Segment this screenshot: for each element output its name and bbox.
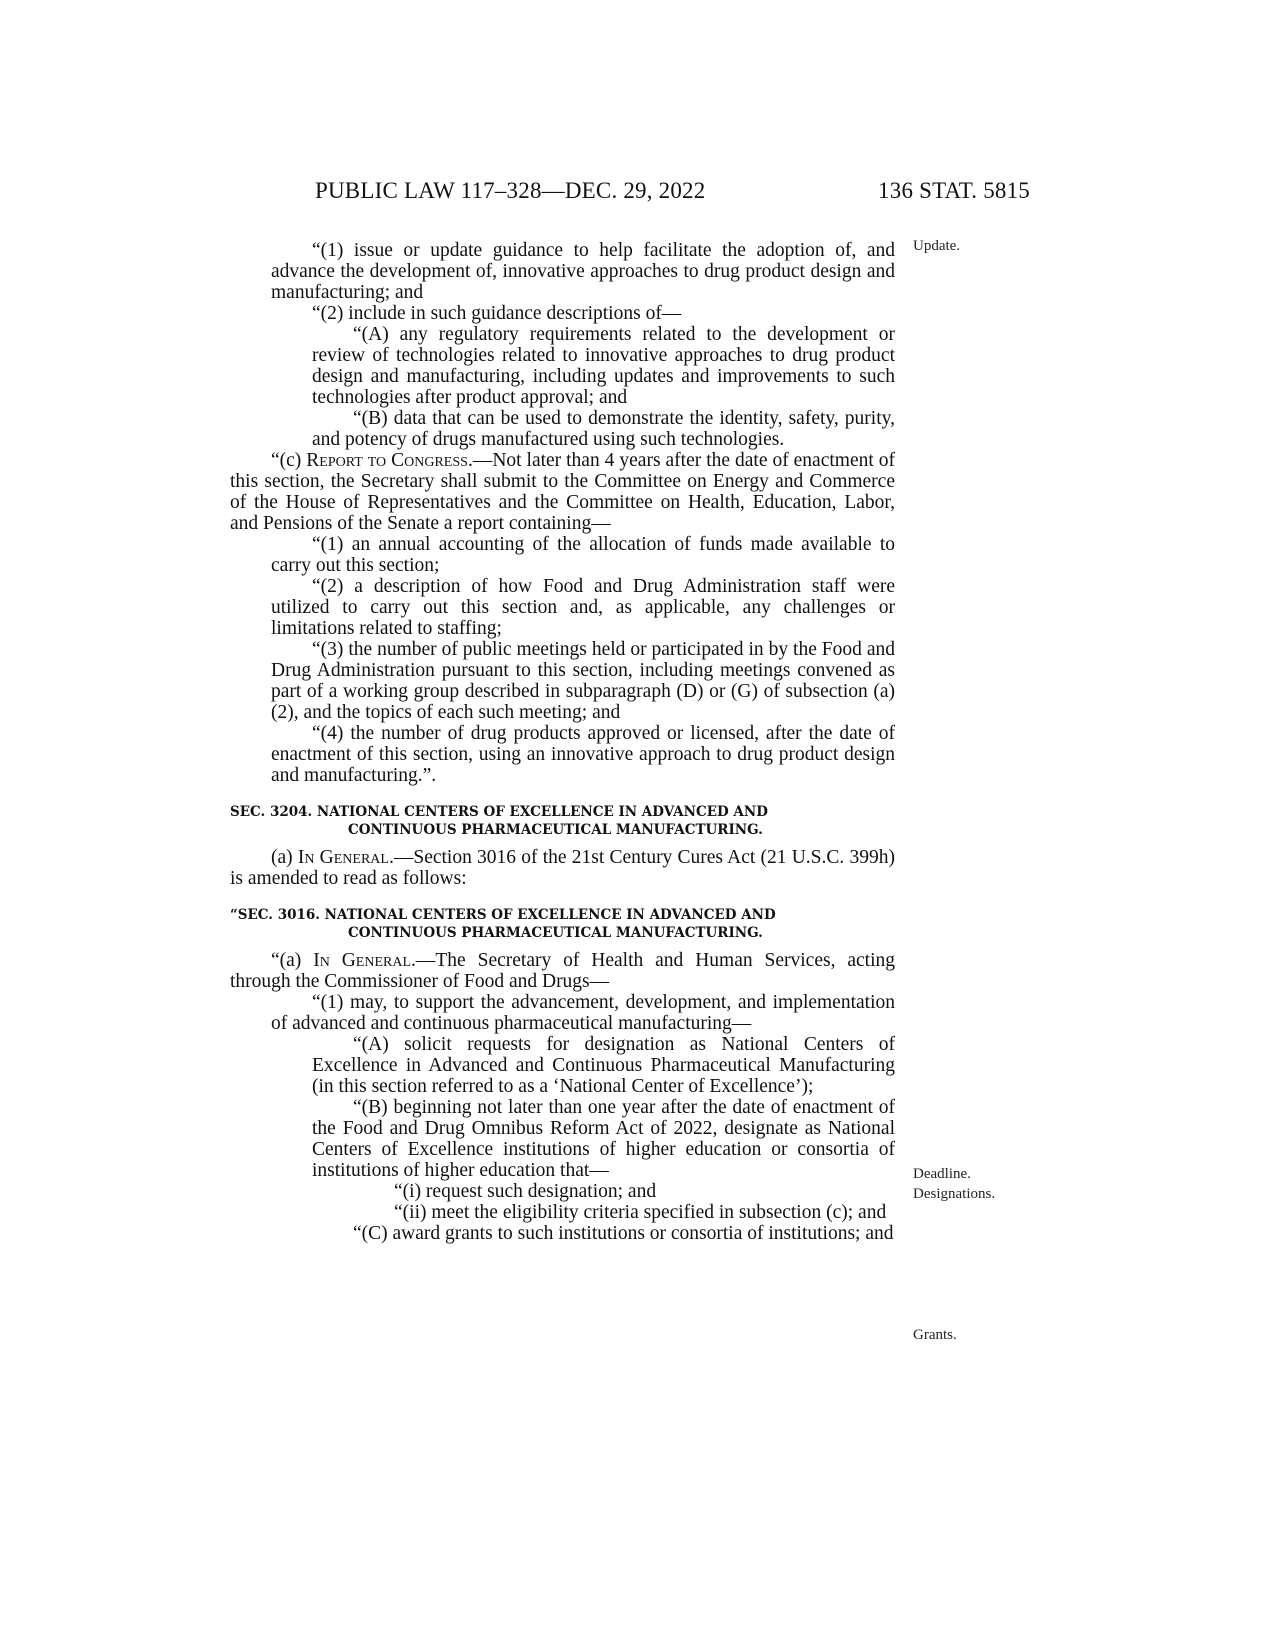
paragraph-c-lead: “(c) (271, 450, 307, 471)
margin-note-grants: Grants. (913, 1327, 957, 1343)
paragraph-3016a1: “(1) may, to support the advancement, development, and implementation of advanced and continuous pharmaceutical manufacturing— (271, 992, 895, 1034)
paragraph-c4: “(4) the number of drug products approved or licensed, after the date of enactment of this section, using an innovative approach to drug product design and manufacturing.”. (271, 723, 895, 786)
margin-note-update: Update. (913, 238, 961, 254)
running-head-title: PUBLIC LAW 117–328—DEC. 29, 2022 (315, 178, 706, 203)
paragraph-3016a1Bi: “(i) request such designation; and (394, 1181, 657, 1202)
paragraph-c-text: .—Not later than 4 years after the date of enactment of this section, the Secretary shall submit to the Committee on Energy and Commerce of the House of Representatives and the Committee on Health, Education, Labor, and Pensions of the Senate a report containing— (230, 450, 895, 534)
paragraph-c (230, 450, 895, 534)
paragraph-3016a1B: “(B) beginning not later than one year after the date of enactment of the Food and Drug Omnibus Reform Act of 2022, designate as National Centers of Excellence institutions of higher education or consortia of institutions of higher education that— (312, 1097, 895, 1181)
page-header (230, 178, 1030, 212)
paragraph-3204a (230, 847, 895, 889)
section-3016-heading-line2: CONTINUOUS PHARMACEUTICAL MANUFACTURING. (348, 925, 763, 941)
section-3016-heading-line1: “SEC. 3016. NATIONAL CENTERS OF EXCELLENCE IN ADVANCED AND (230, 907, 776, 923)
paragraph-3016a1Bii: “(ii) meet the eligibility criteria specified in subsection (c); and (394, 1202, 887, 1223)
paragraph-3016a-text: .—The Secretary of Health and Human Services, acting through the Commissioner of Food and Drugs— (230, 950, 895, 992)
paragraph-c-heading: Report to Congress (306, 450, 468, 471)
section-3016-heading (230, 906, 895, 942)
statute-page-number: 136 STAT. 5815 (878, 178, 1030, 203)
paragraph-c1: “(1) an annual accounting of the allocation of funds made available to carry out this section; (271, 534, 895, 576)
paragraph-2b: “(B) data that can be used to demonstrate the identity, safety, purity, and potency of drugs manufactured using such technologies. (312, 408, 895, 450)
paragraph-c3: “(3) the number of public meetings held or participated in by the Food and Drug Administration pursuant to this section, including meetings convened as part of a working group described in subparagraph (D) or (G) of subsection (a)(2), and the topics of each such meeting; and (271, 639, 895, 723)
paragraph-c2: “(2) a description of how Food and Drug Administration staff were utilized to carry out this section and, as applicable, any challenges or limitations related to staffing; (271, 576, 895, 639)
paragraph-3204a-lead: (a) (271, 847, 298, 868)
section-3204-heading (230, 803, 895, 839)
document-body (230, 240, 895, 1244)
section-3204-heading-line2: CONTINUOUS PHARMACEUTICAL MANUFACTURING. (348, 822, 763, 838)
paragraph-1: “(1) issue or update guidance to help facilitate the adoption of, and advance the development of, innovative approaches to drug product design and manufacturing; and (271, 240, 895, 303)
paragraph-3016a-lead: “(a) (271, 950, 314, 971)
paragraph-3204a-text: .—Section 3016 of the 21st Century Cures Act (21 U.S.C. 399h) is amended to read as follows: (230, 847, 895, 889)
paragraph-2a: “(A) any regulatory requirements related to the development or review of technologies related to innovative approaches to drug product design and manufacturing, including updates and improvements to such technologies after product approval; and (312, 324, 895, 408)
paragraph-3016a1A: “(A) solicit requests for designation as National Centers of Excellence in Advanced and Continuous Pharmaceutical Manufacturing (in this section referred to as a ‘National Center of Excellence’); (312, 1034, 895, 1097)
margin-note-deadline: Deadline. (913, 1166, 971, 1182)
section-3204-heading-line1: SEC. 3204. NATIONAL CENTERS OF EXCELLENCE IN ADVANCED AND (230, 804, 768, 820)
paragraph-3016a (230, 950, 895, 992)
paragraph-3204a-heading: In General (297, 847, 389, 868)
paragraph-3016a-heading: In General (313, 950, 412, 971)
paragraph-2: “(2) include in such guidance descriptions of— (312, 303, 682, 324)
paragraph-3016a1C: “(C) award grants to such institutions or consortia of institutions; and (353, 1223, 894, 1244)
margin-note-designations: Designations. (913, 1186, 996, 1202)
